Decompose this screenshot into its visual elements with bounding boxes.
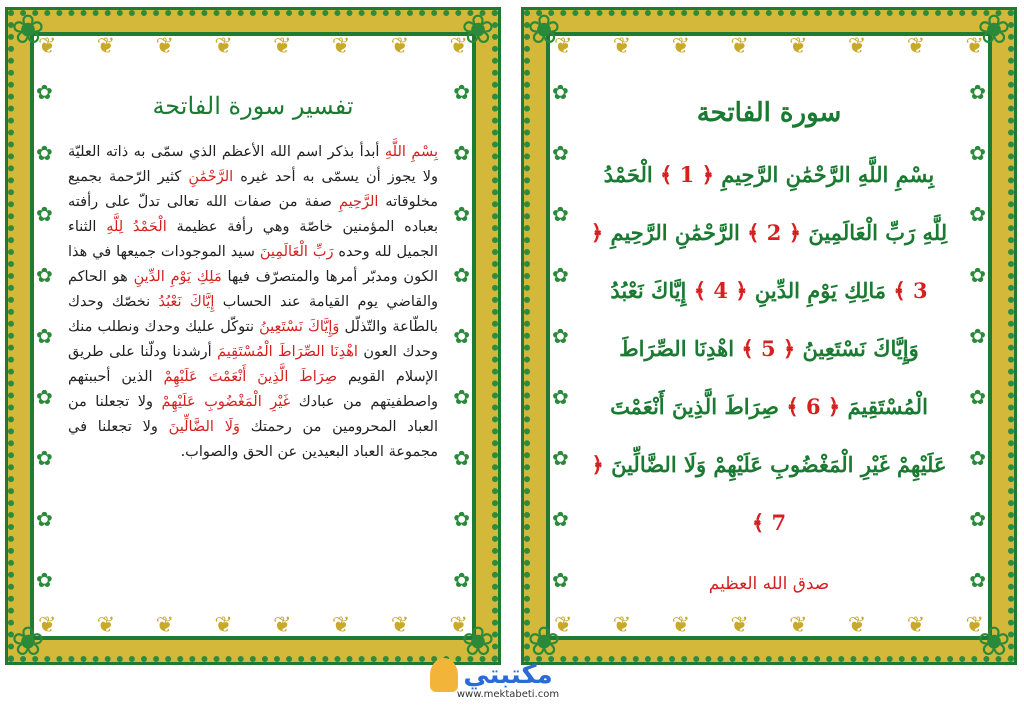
corner-ornament-icon: ❀: [461, 619, 495, 665]
ayah-number: ﴿ 5 ﴾: [734, 336, 796, 361]
tafsir-segment: سيد الموجودات جميعها في هذا الكون ومدبّر أمرها والمتصرّف فيها: [68, 244, 439, 285]
quoted-verse: الرَّحْمَٰنِ: [188, 169, 234, 185]
tafsir-segment: أرشدنا ودلّنا على طريق الإسلام القويم: [68, 344, 438, 385]
tafsir-text: [66, 140, 440, 465]
ayah-text: بِسْمِ اللَّهِ الرَّحْمَٰنِ الرَّحِيمِ: [713, 162, 935, 187]
tafsir-segment: نخصّك وحدك بالطّاعة والتّذلّل: [68, 294, 438, 335]
tafsir-segment: نتوكّل عليك وحدك ونطلب منك وحدك العون: [68, 319, 438, 360]
corner-ornament-icon: ❀: [977, 619, 1011, 665]
closing-phrase: صدق الله العظيم: [708, 574, 830, 594]
ayah-text: الرَّحْمَٰنِ الرَّحِيمِ: [603, 220, 740, 245]
tafsir-segment: هو الحاكم والقاضي يوم القيامة عند الحساب: [68, 269, 439, 310]
right-card-surah: [524, 7, 1014, 665]
tafsir-segment: كثير الرّحمة بجميع مخلوقاته: [68, 169, 438, 210]
quoted-verse: رَبِّ الْعَالَمِينَ: [259, 244, 334, 260]
border-ornaments-top: ❦ ❦ ❦ ❦ ❦ ❦ ❦ ❦: [554, 34, 984, 59]
tafsir-segment: ولا تجعلنا في مجموعة العباد البعيدين عن الحق والصواب.: [68, 419, 438, 460]
tafsir-segment: صفة من صفات الله تعالى تدلّ على رأفته بعباده المؤمنين خاصّة وهي رأفة عظيمة: [68, 194, 438, 235]
reader-mascot-icon: [430, 658, 458, 692]
left-card-tafsir: [8, 7, 498, 665]
ayah-text: إِيَّاكَ نَعْبُدُ وَإِيَّاكَ نَسْتَعِينُ: [610, 278, 919, 361]
tafsir-title: تفسير سورة الفاتحة: [152, 92, 354, 120]
quoted-verse: إِيَّاكَ نَعْبُدُ: [158, 294, 215, 310]
quoted-verse: غَيْرِ الْمَغْضُوبِ عَلَيْهِمْ: [161, 394, 291, 410]
corner-ornament-icon: ❀: [977, 7, 1011, 53]
ayah-text: مَالِكِ يَوْمِ الدِّينِ: [747, 278, 887, 303]
corner-ornament-icon: ❀: [11, 7, 45, 53]
quoted-verse: وَإِيَّاكَ نَسْتَعِينُ: [259, 319, 340, 335]
ayah-text: اهْدِنَا الصِّرَاطَ الْمُسْتَقِيمَ: [619, 336, 928, 419]
site-logo[interactable]: [424, 652, 592, 708]
quoted-verse: وَلَا الضَّالِّينَ: [168, 419, 241, 435]
ayah-number: ﴿ 7 ﴾: [591, 452, 787, 535]
quoted-verse: الْحَمْدُ لِلَّهِ: [106, 219, 167, 235]
corner-ornament-icon: ❀: [527, 619, 561, 665]
ayah-text: الْحَمْدُ لِلَّهِ رَبِّ الْعَالَمِينَ: [603, 162, 948, 245]
logo-brand: مكتبتي: [463, 659, 553, 690]
quoted-verse: صِرَاطَ الَّذِينَ أَنْعَمْتَ عَلَيْهِمْ: [163, 369, 338, 385]
tafsir-segment: ولا تجعلنا من العباد المحرومين من رحمتك: [68, 394, 439, 435]
border-ornaments-right: ✿ ✿ ✿ ✿ ✿ ✿ ✿ ✿ ✿: [969, 80, 986, 592]
ayah-number: ﴿ 3 ﴾: [590, 220, 928, 303]
tafsir-segment: الذين أحببتهم واصطفيتهم من عبادك: [68, 369, 438, 410]
corner-ornament-icon: ❀: [461, 7, 495, 53]
tafsir-segment: أبدأ بذكر اسم الله الأعظم الذي سمّى به ذاته العليّة ولا يجوز أن يسمّى به أحد غيره: [68, 144, 438, 185]
quoted-verse: مَلِكِ يَوْمِ الدِّينِ: [133, 269, 222, 285]
quoted-verse: الرَّحِيمِ: [338, 194, 379, 210]
ayah-number: ﴿ 6 ﴾: [779, 394, 841, 419]
quoted-verse: اهْدِنَا الصِّرَاطَ الْمُسْتَقِيمَ: [217, 344, 358, 360]
corner-ornament-icon: ❀: [11, 619, 45, 665]
border-ornaments-bottom: ❦ ❦ ❦ ❦ ❦ ❦ ❦ ❦: [554, 613, 984, 638]
ayah-text: صِرَاطَ الَّذِينَ أَنْعَمْتَ عَلَيْهِمْ غَيْرِ الْمَغْضُوبِ عَلَيْهِمْ وَلَا الضَّالِّينَ: [603, 394, 947, 477]
border-ornaments-left: ✿ ✿ ✿ ✿ ✿ ✿ ✿ ✿ ✿: [36, 80, 53, 592]
ayah-number: ﴿ 4 ﴾: [686, 278, 748, 303]
border-ornaments-left: ✿ ✿ ✿ ✿ ✿ ✿ ✿ ✿ ✿: [552, 80, 569, 592]
corner-ornament-icon: ❀: [527, 7, 561, 53]
border-ornaments-right: ✿ ✿ ✿ ✿ ✿ ✿ ✿ ✿ ✿: [453, 80, 470, 592]
ayah-number: ﴿ 1 ﴾: [652, 162, 714, 187]
surah-title: سورة الفاتحة: [696, 98, 842, 128]
ayah-number: ﴿ 2 ﴾: [739, 220, 802, 245]
ayat-block: [582, 146, 956, 552]
border-ornaments-bottom: ❦ ❦ ❦ ❦ ❦ ❦ ❦ ❦: [38, 613, 468, 638]
quoted-verse: بِسْمِ اللَّهِ: [379, 144, 438, 160]
logo-url: www.mektabeti.com: [456, 688, 560, 700]
tafsir-segment: الثناء الجميل لله وحده: [68, 219, 439, 260]
border-ornaments-top: ❦ ❦ ❦ ❦ ❦ ❦ ❦ ❦: [38, 34, 468, 59]
